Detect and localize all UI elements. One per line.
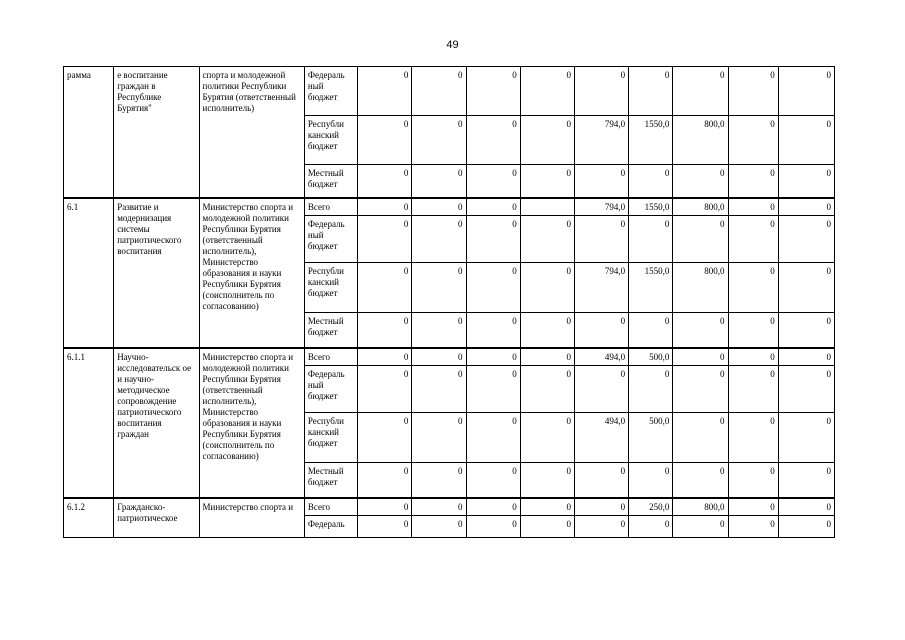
value-cell: 794,0 — [574, 198, 628, 216]
value-cell: 0 — [412, 165, 466, 198]
row-name: Развитие и модернизация системы патриотического воспитания — [114, 198, 199, 348]
row-code: 6.1.2 — [64, 498, 114, 538]
value-cell: 0 — [629, 165, 673, 198]
value-cell: 794,0 — [574, 116, 628, 165]
value-cell: 0 — [778, 116, 834, 165]
value-cell: 800,0 — [673, 498, 728, 516]
value-cell: 0 — [728, 216, 778, 263]
value-cell: 0 — [358, 463, 412, 498]
value-cell: 0 — [673, 348, 728, 366]
value-cell: 0 — [520, 498, 574, 516]
value-cell: 0 — [520, 313, 574, 348]
value-cell: 0 — [574, 516, 628, 538]
value-cell: 0 — [728, 413, 778, 463]
value-cell: 0 — [629, 313, 673, 348]
value-cell: 0 — [358, 165, 412, 198]
value-cell: 0 — [728, 348, 778, 366]
row-executor: Министерство спорта и молодежной политики Республики Бурятия (ответственный исполнитель), Министерство образования и науки Республики Бурятия (соисполнитель по согласованию) — [199, 348, 304, 498]
value-cell: 0 — [728, 165, 778, 198]
value-cell: 494,0 — [574, 413, 628, 463]
table-row — [64, 348, 835, 366]
value-cell: 0 — [358, 348, 412, 366]
value-cell: 0 — [778, 498, 834, 516]
value-cell: 0 — [778, 67, 834, 116]
row-name: Гражданско-патриотическое — [114, 498, 199, 538]
funding-source: Федераль ный бюджет — [304, 67, 357, 116]
value-cell: 0 — [574, 463, 628, 498]
value-cell: 0 — [673, 313, 728, 348]
value-cell: 0 — [520, 216, 574, 263]
value-cell: 0 — [778, 216, 834, 263]
value-cell — [520, 198, 574, 216]
table-row — [64, 498, 835, 516]
row-code: 6.1 — [64, 198, 114, 348]
value-cell: 0 — [574, 366, 628, 413]
value-cell: 0 — [520, 366, 574, 413]
value-cell: 0 — [412, 198, 466, 216]
value-cell: 0 — [673, 366, 728, 413]
value-cell: 0 — [412, 313, 466, 348]
value-cell: 0 — [358, 263, 412, 313]
value-cell: 0 — [412, 463, 466, 498]
value-cell: 0 — [728, 67, 778, 116]
value-cell: 0 — [520, 463, 574, 498]
funding-source: Всего — [304, 498, 357, 516]
value-cell: 800,0 — [673, 263, 728, 313]
funding-source: Федераль — [304, 516, 357, 538]
value-cell: 500,0 — [629, 413, 673, 463]
value-cell: 1550,0 — [629, 198, 673, 216]
value-cell: 0 — [574, 67, 628, 116]
value-cell: 0 — [574, 498, 628, 516]
row-executor: спорта и молодежной политики Республики Бурятия (ответственный исполнитель) — [199, 67, 304, 198]
value-cell: 0 — [412, 263, 466, 313]
table-row — [64, 67, 835, 116]
value-cell: 0 — [520, 263, 574, 313]
value-cell: 0 — [778, 198, 834, 216]
value-cell: 0 — [358, 116, 412, 165]
table-body — [64, 67, 835, 538]
row-executor: Министерство спорта и молодежной политики Республики Бурятия (ответственный исполнитель), Министерство образования и науки Республики Бурятия (соисполнитель по согласованию) — [199, 198, 304, 348]
value-cell: 0 — [728, 366, 778, 413]
value-cell: 0 — [466, 463, 520, 498]
value-cell: 0 — [358, 366, 412, 413]
funding-source: Местный бюджет — [304, 165, 357, 198]
page-number: 49 — [446, 39, 459, 51]
value-cell: 0 — [728, 498, 778, 516]
value-cell: 0 — [629, 463, 673, 498]
value-cell: 0 — [629, 516, 673, 538]
funding-source: Всего — [304, 348, 357, 366]
value-cell: 0 — [358, 216, 412, 263]
value-cell: 0 — [673, 463, 728, 498]
value-cell: 0 — [358, 498, 412, 516]
value-cell: 0 — [412, 116, 466, 165]
value-cell: 0 — [466, 67, 520, 116]
value-cell: 794,0 — [574, 263, 628, 313]
funding-source: Республи канский бюджет — [304, 263, 357, 313]
value-cell: 0 — [673, 67, 728, 116]
value-cell: 0 — [574, 216, 628, 263]
value-cell: 0 — [466, 216, 520, 263]
value-cell: 0 — [412, 216, 466, 263]
value-cell: 0 — [673, 165, 728, 198]
value-cell: 0 — [412, 413, 466, 463]
value-cell: 0 — [673, 413, 728, 463]
value-cell: 0 — [412, 366, 466, 413]
value-cell: 0 — [673, 516, 728, 538]
value-cell: 494,0 — [574, 348, 628, 366]
value-cell: 0 — [629, 216, 673, 263]
value-cell: 0 — [778, 263, 834, 313]
value-cell: 0 — [466, 498, 520, 516]
value-cell: 500,0 — [629, 348, 673, 366]
value-cell: 0 — [466, 116, 520, 165]
value-cell: 0 — [358, 313, 412, 348]
value-cell: 0 — [520, 348, 574, 366]
value-cell: 0 — [778, 348, 834, 366]
value-cell: 0 — [629, 366, 673, 413]
value-cell: 0 — [358, 516, 412, 538]
value-cell: 0 — [728, 263, 778, 313]
funding-source: Федераль ный бюджет — [304, 216, 357, 263]
value-cell: 0 — [728, 198, 778, 216]
value-cell: 0 — [466, 198, 520, 216]
value-cell: 0 — [358, 413, 412, 463]
value-cell: 0 — [466, 348, 520, 366]
row-name: е воспитание граждан в Республике Бурятия" — [114, 67, 199, 198]
value-cell: 800,0 — [673, 116, 728, 165]
row-name: Научно-исследовательск ое и научно-методическое сопровождение патриотического воспитания граждан — [114, 348, 199, 498]
budget-table — [63, 66, 835, 538]
value-cell: 0 — [412, 67, 466, 116]
value-cell: 0 — [728, 116, 778, 165]
value-cell: 0 — [412, 348, 466, 366]
funding-source: Местный бюджет — [304, 313, 357, 348]
value-cell: 0 — [466, 165, 520, 198]
value-cell: 0 — [728, 313, 778, 348]
value-cell: 0 — [728, 516, 778, 538]
table-row — [64, 198, 835, 216]
value-cell: 0 — [778, 463, 834, 498]
value-cell: 0 — [728, 463, 778, 498]
funding-source: Федераль ный бюджет — [304, 366, 357, 413]
row-code: рамма — [64, 67, 114, 198]
value-cell: 0 — [412, 516, 466, 538]
value-cell: 800,0 — [673, 198, 728, 216]
value-cell: 0 — [466, 413, 520, 463]
value-cell: 0 — [520, 116, 574, 165]
value-cell: 0 — [778, 366, 834, 413]
value-cell: 0 — [358, 198, 412, 216]
value-cell: 0 — [778, 165, 834, 198]
value-cell: 0 — [466, 313, 520, 348]
value-cell: 0 — [466, 263, 520, 313]
value-cell: 0 — [673, 216, 728, 263]
value-cell: 250,0 — [629, 498, 673, 516]
value-cell: 0 — [629, 67, 673, 116]
funding-source: Местный бюджет — [304, 463, 357, 498]
value-cell: 1550,0 — [629, 116, 673, 165]
value-cell: 0 — [520, 413, 574, 463]
value-cell: 1550,0 — [629, 263, 673, 313]
value-cell: 0 — [358, 67, 412, 116]
value-cell: 0 — [574, 313, 628, 348]
row-code: 6.1.1 — [64, 348, 114, 498]
value-cell: 0 — [520, 67, 574, 116]
value-cell: 0 — [520, 165, 574, 198]
value-cell: 0 — [778, 413, 834, 463]
funding-source: Всего — [304, 198, 357, 216]
value-cell: 0 — [574, 165, 628, 198]
funding-source: Республи канский бюджет — [304, 413, 357, 463]
value-cell: 0 — [520, 516, 574, 538]
value-cell: 0 — [466, 366, 520, 413]
funding-source: Республи канский бюджет — [304, 116, 357, 165]
value-cell: 0 — [778, 516, 834, 538]
value-cell: 0 — [466, 516, 520, 538]
value-cell: 0 — [412, 498, 466, 516]
value-cell: 0 — [778, 313, 834, 348]
row-executor: Министерство спорта и — [199, 498, 304, 538]
